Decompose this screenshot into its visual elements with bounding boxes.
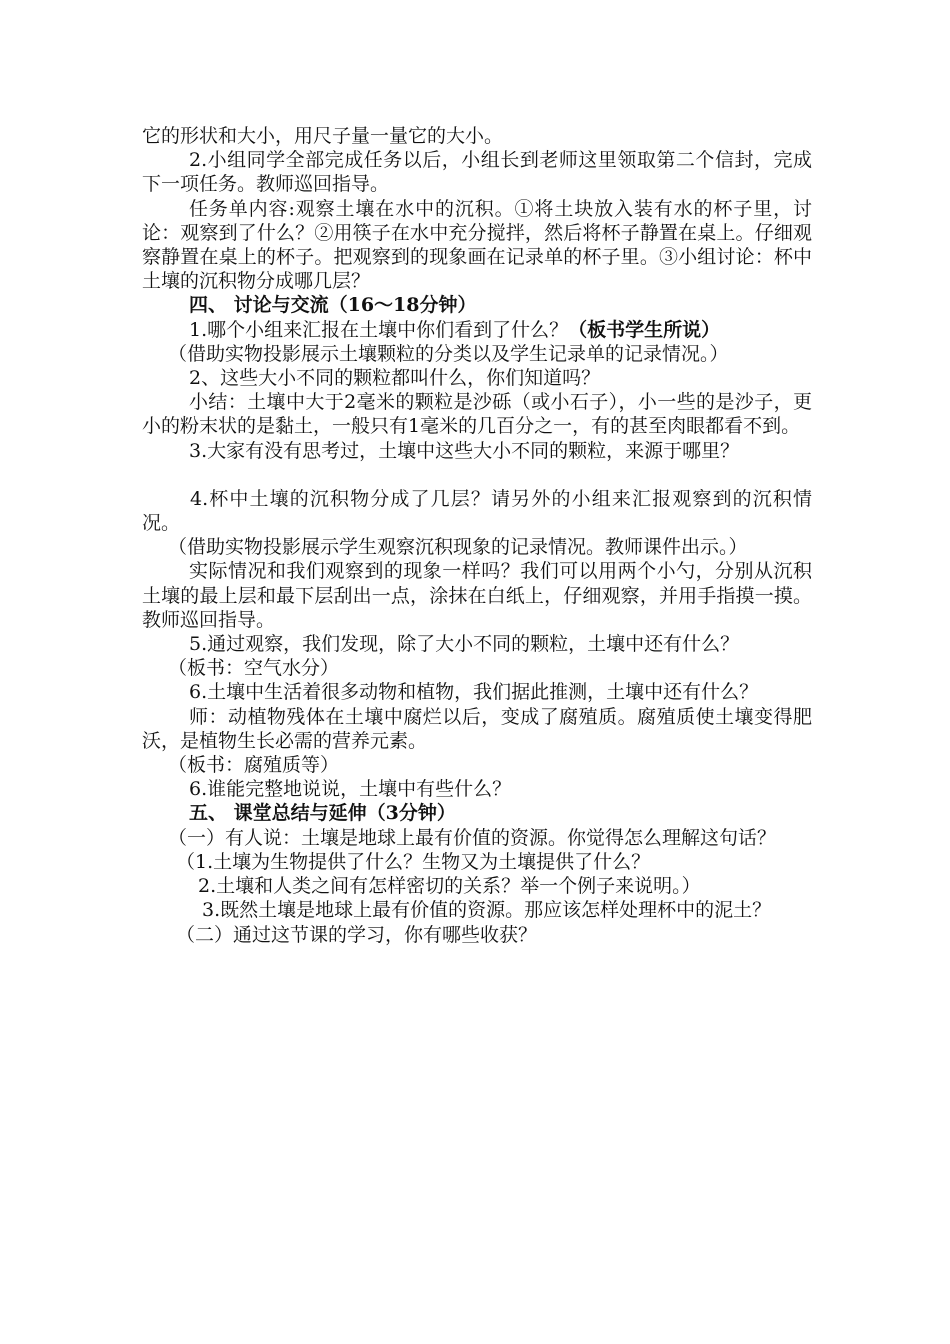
paragraph-question-4: 4.杯中土壤的沉积物分成了几层？请另外的小组来汇报观察到的沉积情况。 [142, 487, 812, 535]
paragraph-question-6: 6.土壤中生活着很多动物和植物，我们据此推测，土壤中还有什么？ [189, 681, 759, 704]
paragraph-summary-question-2: （二）通过这节课的学习，你有哪些收获？ [176, 923, 538, 946]
paragraph-question-1 [142, 318, 812, 342]
board-note-student-said: （板书学生所说） [568, 318, 721, 341]
paragraph-summary-question-1: （一）有人说：土壤是地球上最有价值的资源。你觉得怎么理解这句话？ [168, 826, 777, 849]
paragraph-measure-size: 它的形状和大小，用尺子量一量它的大小。 [142, 125, 504, 147]
paragraph-question-complete: 6.谁能完整地说说，土壤中有些什么？ [189, 778, 512, 801]
section-heading-discussion: 四、 讨论与交流（16～18分钟） [189, 294, 477, 317]
paragraph-sub-question-3: 3.既然土壤是地球上最有价值的资源。那应该怎样处理杯中的泥土？ [202, 899, 772, 922]
paragraph-observation: 实际情况和我们观察到的现象一样吗？我们可以用两个小勺，分别从沉积土壤的最上层和最下层刮出一点，涂抹在白纸上，仔细观察，并用手指摸一摸。教师巡回指导。 [142, 560, 812, 631]
paragraph-question-5: 5.通过观察，我们发现，除了大小不同的颗粒，土壤中还有什么？ [189, 633, 740, 656]
board-note-humus: （板书：腐殖质等） [168, 754, 340, 777]
paragraph-summary: 小结：土壤中大于2毫米的颗粒是沙砾（或小石子），小一些的是沙子，更小的粉末状的是黏土，一般只有1毫米的几百分之一，有的甚至肉眼都看不到。 [142, 391, 812, 438]
paragraph-teacher-humus: 师：动植物残体在土壤中腐烂以后，变成了腐殖质。腐殖质使土壤变得肥沃，是植物生长必需的营养元素。 [142, 705, 812, 752]
paragraph-projection-classification: （借助实物投影展示土壤颗粒的分类以及学生记录单的记录情况。） [168, 342, 729, 365]
document-page [142, 124, 812, 947]
paragraph-task-sheet: 任务单内容:观察土壤在水中的沉积。①将土块放入装有水的杯子里，讨论：观察到了什么？②用筷子在水中充分搅拌，然后将杯子静置在桌上。仔细观察静置在桌上的杯子。把观察到的现象画在记录单的杯子里。③小组讨论：杯中土壤的沉积物分成哪几层？ [142, 197, 812, 293]
blank-line [142, 463, 812, 487]
question-1-text: 1.哪个小组来汇报在土壤中你们看到了什么？ [189, 318, 569, 341]
board-note-air-water: （板书：空气水分） [168, 657, 340, 680]
paragraph-sub-question-1: （1.土壤为生物提供了什么？生物又为土壤提供了什么？ [176, 850, 651, 873]
paragraph-question-3: 3.大家有没有思考过，土壤中这些大小不同的颗粒，来源于哪里？ [189, 439, 740, 462]
paragraph-question-2: 2、这些大小不同的颗粒都叫什么，你们知道吗？ [189, 367, 601, 390]
paragraph-step-2: 2.小组同学全部完成任务以后，小组长到老师这里领取第二个信封，完成下一项任务。教师巡回指导。 [142, 149, 812, 196]
paragraph-projection-sediment: （借助实物投影展示学生观察沉积现象的记录情况。教师课件出示。） [168, 536, 748, 559]
paragraph-sub-question-2: 2.土壤和人类之间有怎样密切的关系？举一个例子来说明。） [198, 875, 701, 898]
section-heading-summary: 五、 课堂总结与延伸（3分钟） [189, 802, 456, 825]
